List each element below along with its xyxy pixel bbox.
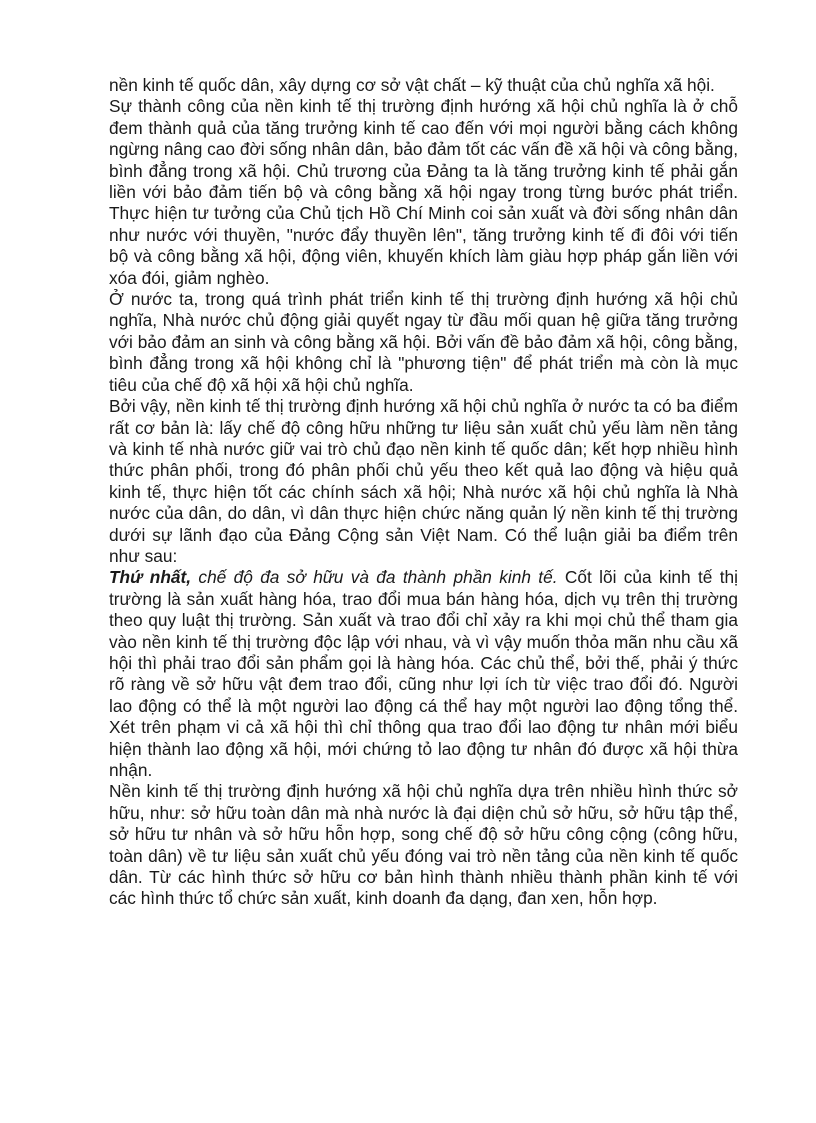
paragraph-5-lead-bold: Thứ nhất,: [109, 567, 192, 588]
paragraph-5-text: Cốt lõi của kinh tế thị trường là sản xuất hàng hóa, trao đổi mua bán hàng hóa, dịch vụ trên thị trường theo quy luật thị trường. Sản xuất và trao đổi chỉ xảy ra khi mọi chủ thể tham gia vào nền kinh tế thị trường độc lập với nhau, và vì vậy muốn thỏa mãn nhu cầu xã hội thì phải trao đổi sản phẩm gọi là hàng hóa. Các chủ thể, bởi thế, phải ý thức rõ ràng về sở hữu vật đem trao đổi, cũng như lợi ích từ việc trao đổi đó. Người lao động có thể là một người lao động cá thể hay một người lao động tổng thể. Xét trên phạm vi cả xã hội thì chỉ thông qua trao đổi lao động tư nhân mới biểu hiện thành lao động xã hội, mới chứng tỏ lao động tư nhân đó được xã hội thừa nhận.: [109, 567, 739, 780]
paragraph-4: Bởi vậy, nền kinh tế thị trường định hướng xã hội chủ nghĩa ở nước ta có ba điểm rất cơ bản là: lấy chế độ công hữu những tư liệu sản xuất chủ yếu làm nền tảng và kinh tế nhà nước giữ vai trò chủ đạo nền kinh tế quốc dân; kết hợp nhiều hình thức phân phối, trong đó phân phối chủ yếu theo kết quả lao động và hiệu quả kinh tế, thực hiện tốt các chính sách xã hội; Nhà nước xã hội chủ nghĩa là Nhà nước của dân, do dân, vì dân thực hiện chức năng quản lý nền kinh tế thị trường dưới sự lãnh đạo của Đảng Cộng sản Việt Nam. Có thể luận giải ba điểm trên như sau:: [109, 396, 738, 566]
paragraph-1: nền kinh tế quốc dân, xây dựng cơ sở vật chất – kỹ thuật của chủ nghĩa xã hội.: [109, 75, 715, 95]
document-body: [109, 75, 738, 910]
paragraph-5: [109, 567, 738, 781]
paragraph-5-lead-italic: chế độ đa sở hữu và đa thành phần kinh tế.: [191, 567, 558, 588]
paragraph-2: Sự thành công của nền kinh tế thị trường định hướng xã hội chủ nghĩa là ở chỗ đem thành quả của tăng trưởng kinh tế cao đến với mọi người bằng cách không ngừng nâng cao đời sống nhân dân, bảo đảm tốt các vấn đề xã hội và công bằng, bình đẳng trong xã hội. Chủ trương của Đảng ta là tăng trưởng kinh tế phải gắn liền với bảo đảm tiến bộ và công bằng xã hội ngay trong từng bước phát triển. Thực hiện tư tưởng của Chủ tịch Hồ Chí Minh coi sản xuất và đời sống nhân dân như nước với thuyền, "nước đẩy thuyền lên", tăng trưởng kinh tế đi đôi với tiến bộ và công bằng xã hội, động viên, khuyến khích làm giàu hợp pháp gắn liền với xóa đói, giảm nghèo.: [109, 96, 738, 288]
paragraph-3: Ở nước ta, trong quá trình phát triển kinh tế thị trường định hướng xã hội chủ nghĩa, Nhà nước chủ động giải quyết ngay từ đầu mối quan hệ giữa tăng trưởng với bảo đảm an sinh và công bằng xã hội. Bởi vấn đề bảo đảm xã hội, công bằng, bình đẳng trong xã hội không chỉ là "phương tiện" để phát triển mà còn là mục tiêu của chế độ xã hội xã hội chủ nghĩa.: [109, 289, 738, 395]
paragraph-6: Nền kinh tế thị trường định hướng xã hội chủ nghĩa dựa trên nhiều hình thức sở hữu, như: sở hữu toàn dân mà nhà nước là đại diện chủ sở hữu, sở hữu tập thể, sở hữu tư nhân và sở hữu hỗn hợp, song chế độ sở hữu công cộng (công hữu, toàn dân) về tư liệu sản xuất chủ yếu đóng vai trò nền tảng của nền kinh tế quốc dân. Từ các hình thức sở hữu cơ bản hình thành nhiều thành phần kinh tế với các hình thức tổ chức sản xuất, kinh doanh đa dạng, đan xen, hỗn hợp.: [109, 781, 738, 909]
